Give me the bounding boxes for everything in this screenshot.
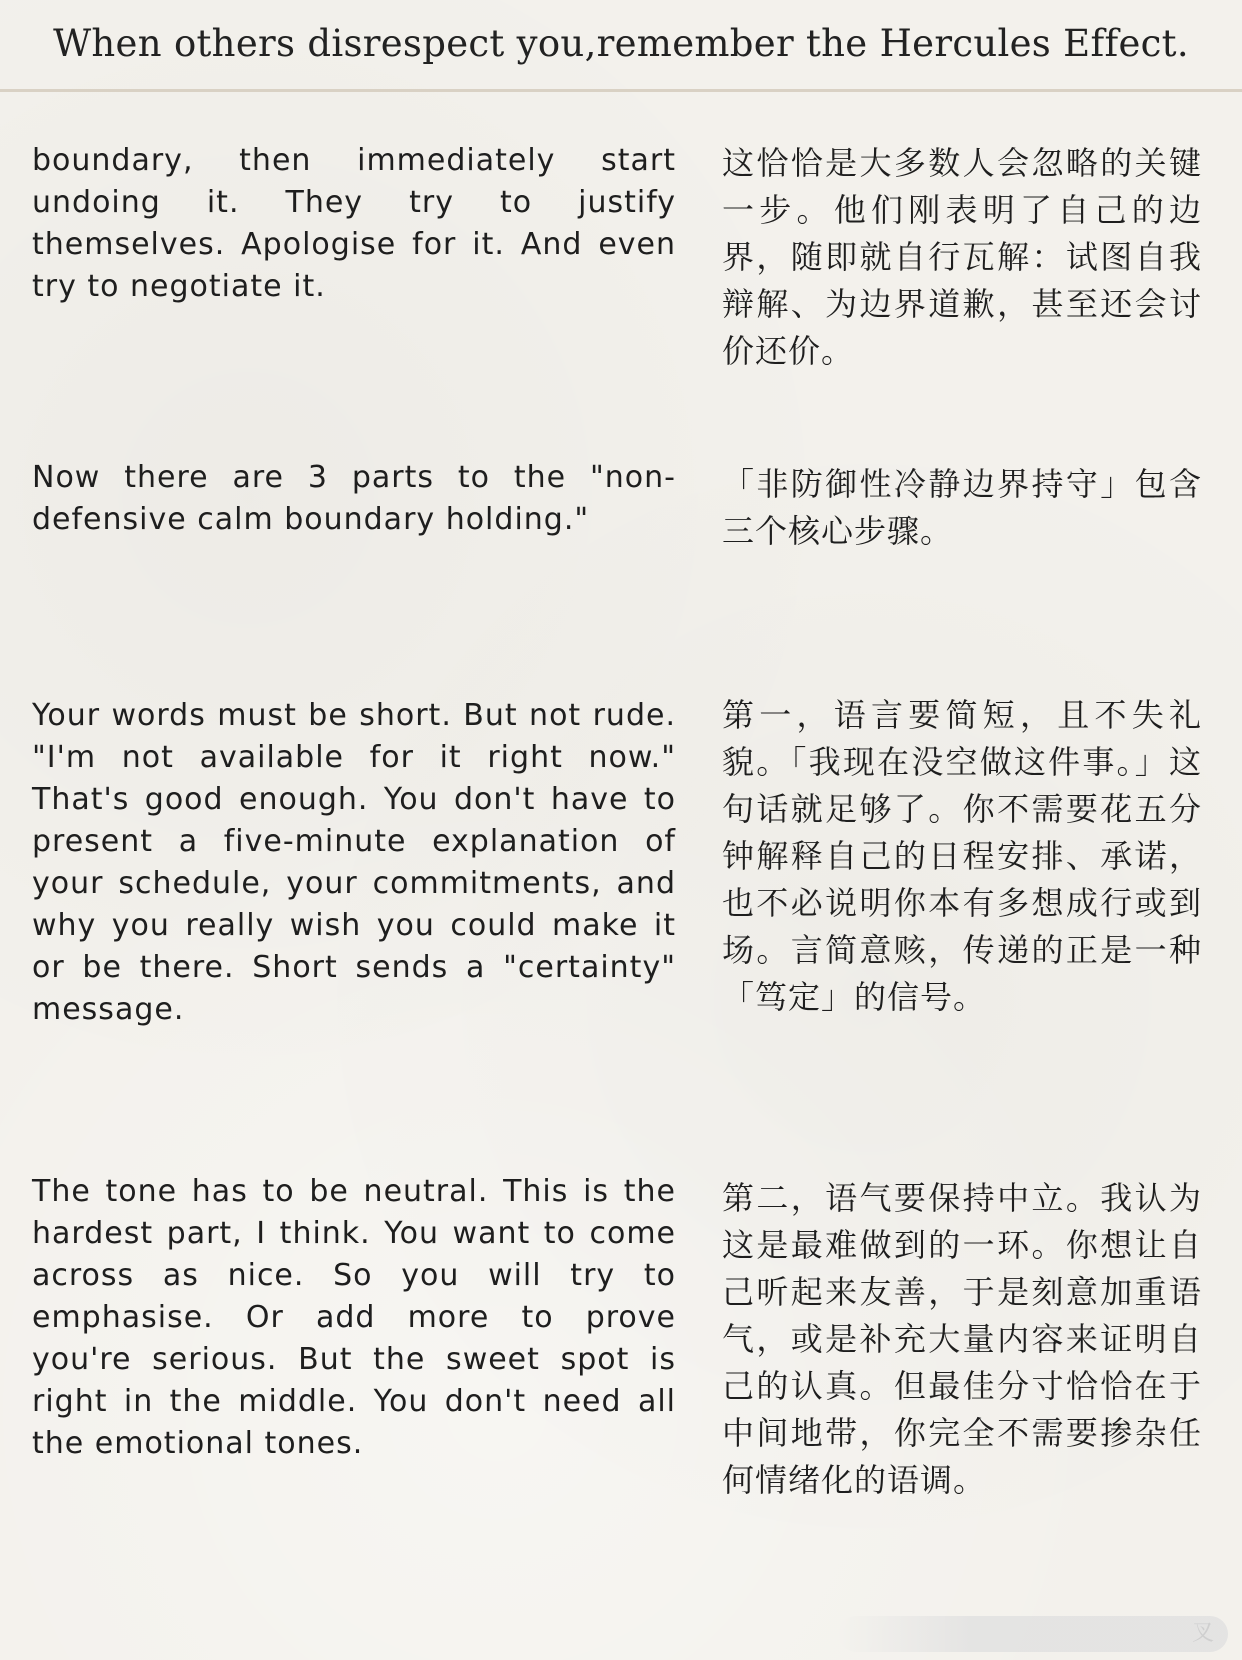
chinese-paragraph: 「非防御性冷静边界持守」包含三个核心步骤。 [722,465,1202,550]
page-title: When others disrespect you,remember the Hercules Effect. [53,22,1189,65]
english-paragraph: Now there are 3 parts to the "non-defensive calm boundary holding." [32,460,676,537]
chinese-paragraph: 第一，语言要简短，且不失礼貌。「我现在没空做这件事。」这句话就足够了。你不需要花五分钟解释自己的日程安排、承诺，也不必说明你本有多想成行或到场。言简意赅，传递的正是一种「笃定」的信号。 [722,696,1202,1016]
english-paragraph: boundary, then immediately start undoing it. They try to justify themselves. Apologise for it. And even try to negotiate it. [32,143,676,304]
english-paragraph: Your words must be short. But not rude. "I'm not available for it right now." That's good enough. You don't have to present a five-minute explanation of your schedule, your commitments, and why you really wish you could make it or be there. Short sends a "certainty" message. [32,698,676,1027]
page-header [0,0,1242,92]
english-paragraph: The tone has to be neutral. This is the hardest part, I think. You want to come across as nice. So you will try to emphasise. Or add more to prove you're serious. But the sweet spot is right in the middle. You don't need all the emotional tones. [32,1174,676,1461]
chinese-paragraph: 第二，语气要保持中立。我认为这是最难做到的一环。你想让自己听起来友善，于是刻意加重语气，或是补充大量内容来证明自己的认真。但最佳分寸恰恰在于中间地带，你完全不需要掺杂任何情绪化的语调。 [722,1179,1202,1499]
watermark: 叉 [838,1616,1228,1652]
chinese-paragraph: 这恰恰是大多数人会忽略的关键一步。他们刚表明了自己的边界，随即就自行瓦解：试图自我辩解、为边界道歉，甚至还会讨价还价。 [722,144,1202,370]
